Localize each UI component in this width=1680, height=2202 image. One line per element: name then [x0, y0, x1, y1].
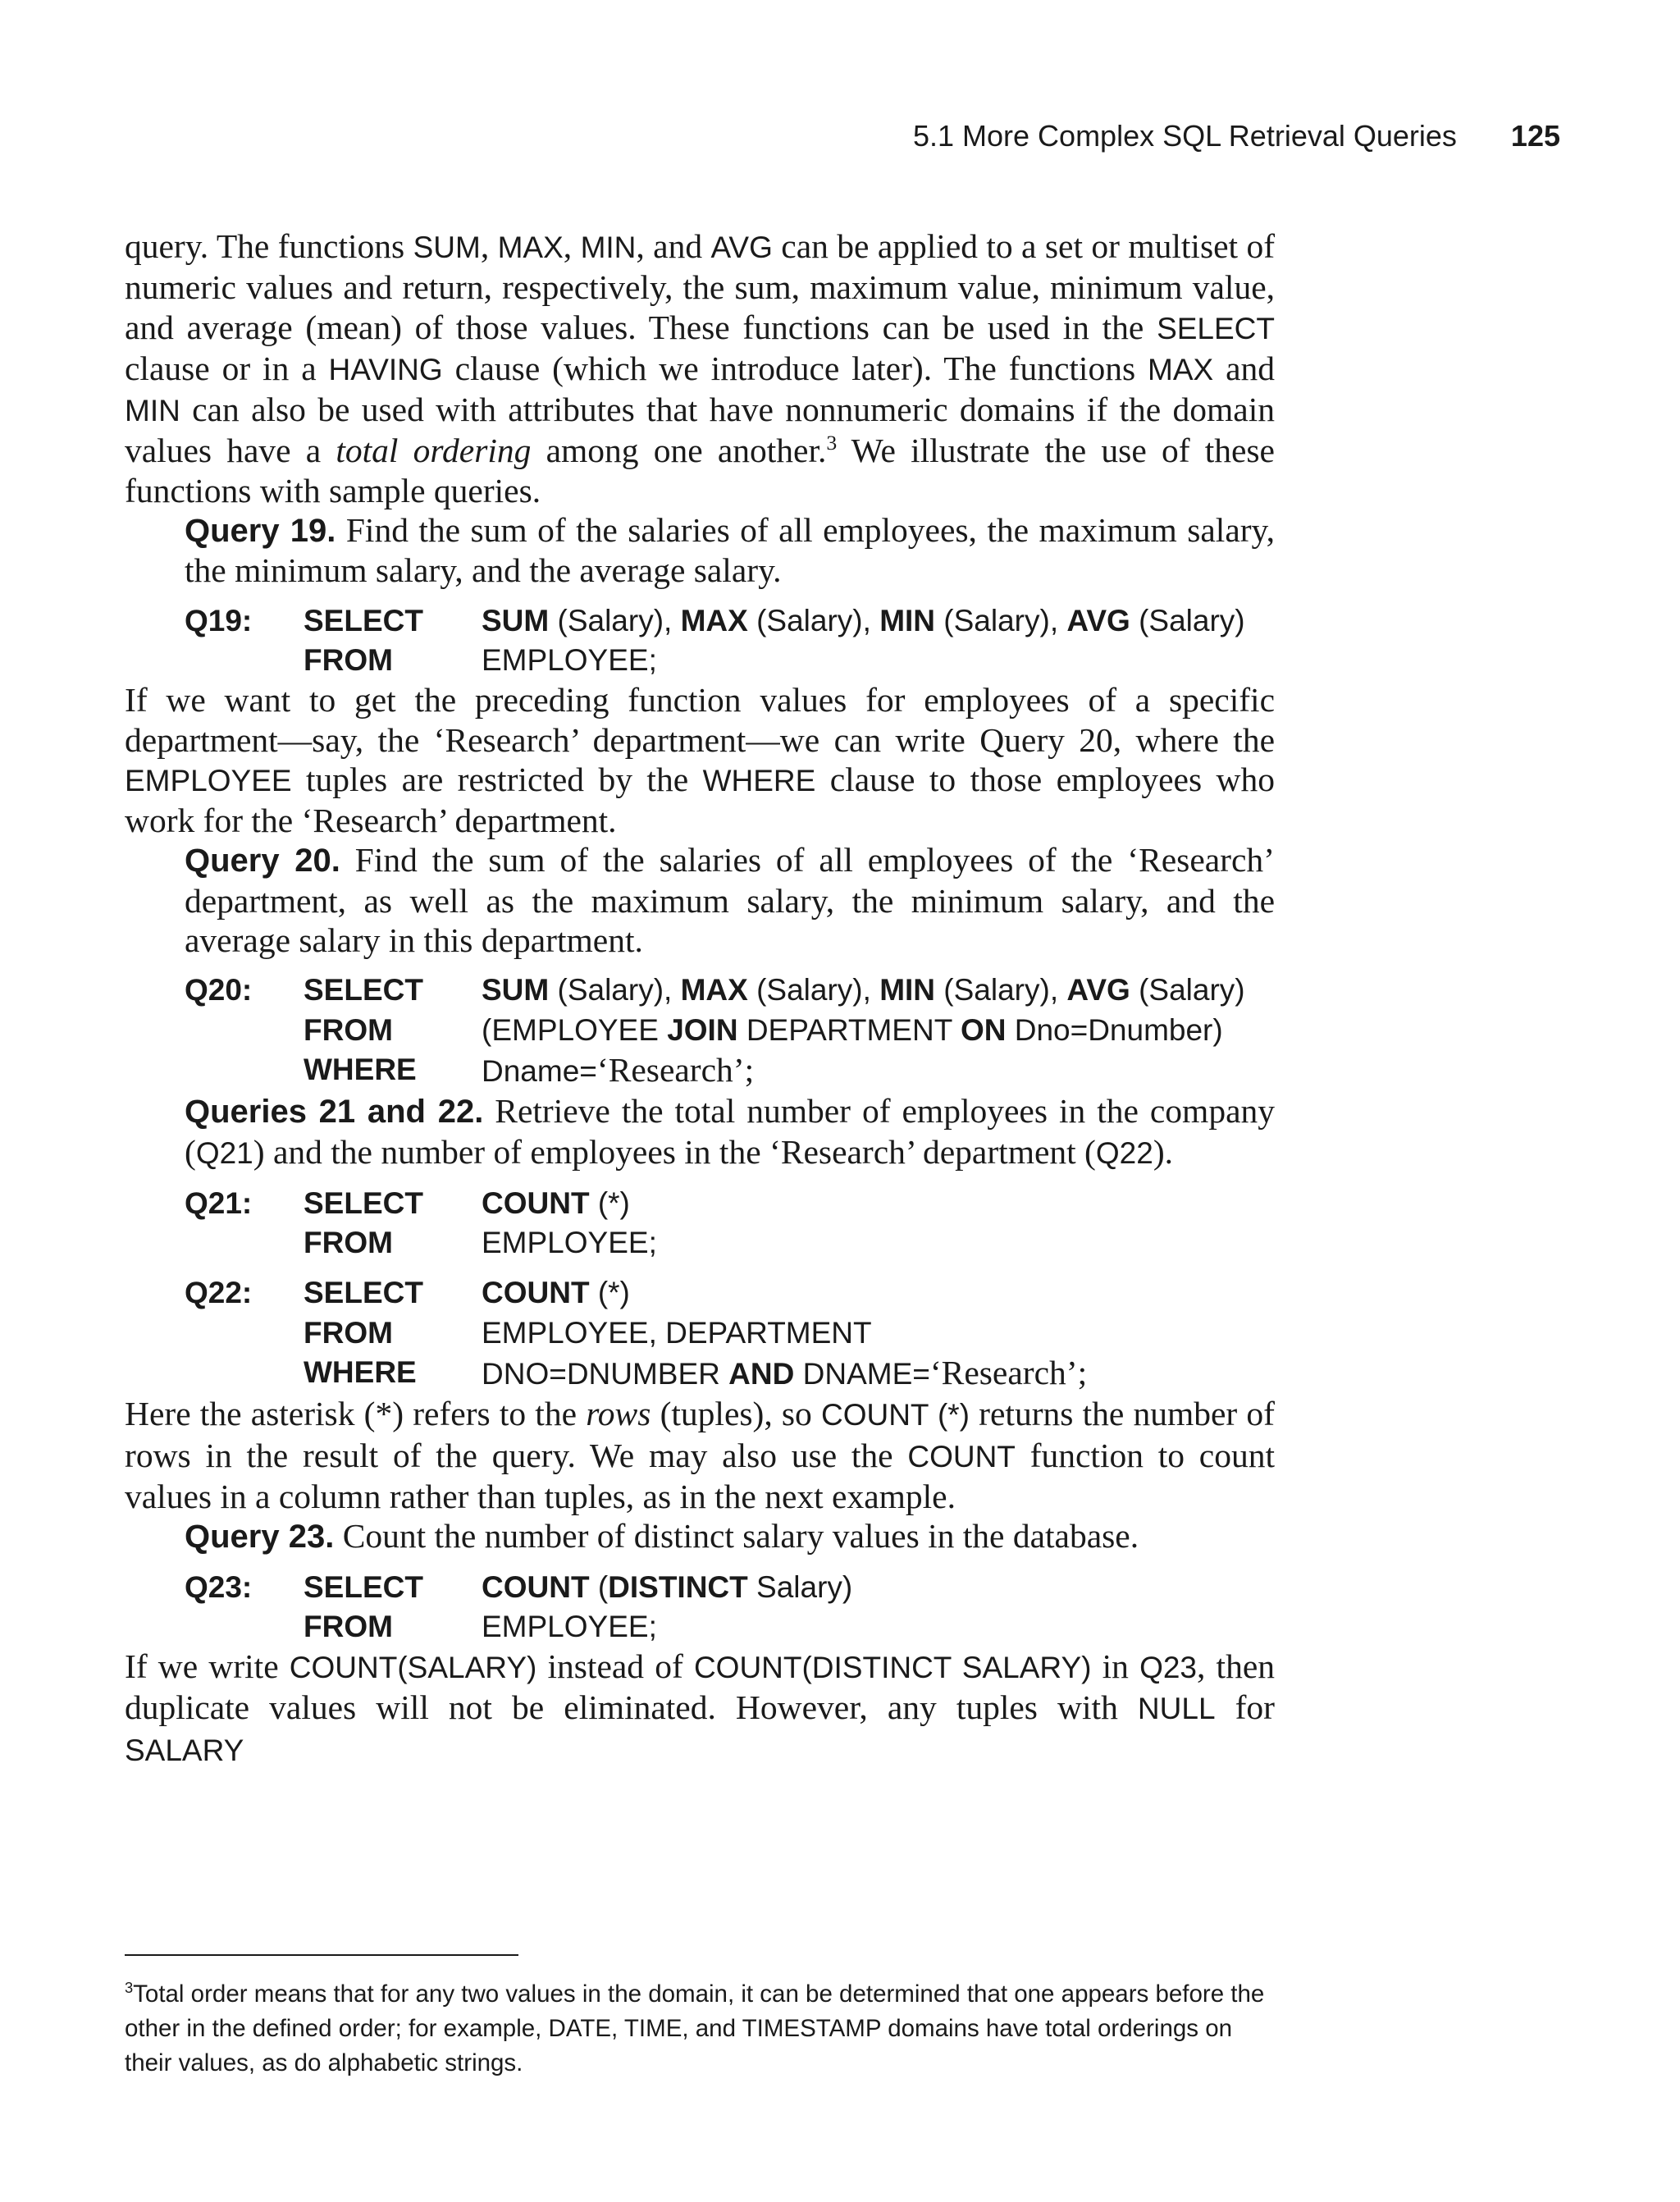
sql-clause — [482, 1184, 1275, 1223]
text: clause (which we introduce later). The functions — [442, 349, 1148, 387]
page-body — [125, 226, 1275, 1770]
text: function to count values in a column rather than tuples, as in the next example. — [125, 1436, 1275, 1515]
keyword: NULL — [1137, 1692, 1216, 1726]
query-id: Q19: — [185, 603, 253, 637]
sql-arg: (*) — [589, 1276, 630, 1310]
text: , — [563, 227, 581, 265]
sql-function: COUNT — [482, 1569, 590, 1604]
sql-arg: ( — [589, 1569, 609, 1604]
sql-keyword: FROM — [304, 642, 393, 677]
sql-clause — [482, 1011, 1275, 1050]
sql-function: SUM — [482, 973, 550, 1007]
query-id-spacer — [185, 1223, 304, 1263]
sql-keyword: SELECT — [304, 1569, 423, 1604]
sql-line — [185, 1184, 1275, 1223]
sql-arg: (Salary), — [747, 603, 880, 637]
sql-keyword: SELECT — [304, 1276, 423, 1310]
query-text: ) and the number of employees in the ‘Research’ department ( — [253, 1132, 1096, 1171]
sql-function: COUNT — [482, 1186, 590, 1220]
keyword: SUM — [413, 231, 481, 264]
keyword: COUNT(DISTINCT SALARY) — [693, 1651, 1092, 1685]
sql-block-q20 — [185, 971, 1275, 1091]
sql-arg: Salary) — [747, 1569, 853, 1604]
text: , and — [636, 227, 711, 265]
query-20-description — [185, 840, 1275, 960]
sql-keyword: WHERE — [304, 1355, 417, 1390]
sql-arg: (*) — [589, 1186, 630, 1220]
sql-function: SUM — [482, 603, 550, 637]
sql-clause — [482, 1273, 1275, 1313]
paragraph-aggregate-functions — [125, 226, 1275, 510]
sql-text: DEPARTMENT — [737, 1012, 961, 1047]
sql-text: DNAME= — [794, 1357, 930, 1391]
sql-keyword: FROM — [304, 1012, 393, 1047]
text: for — [1215, 1688, 1276, 1727]
sql-arg: (Salary), — [549, 973, 681, 1007]
query-text: Find the sum of the salaries of all employees, the maximum salary, the minimum salary, and the average salary. — [185, 511, 1275, 590]
keyword: MAX — [497, 231, 564, 264]
sql-function: MAX — [680, 973, 748, 1007]
query-id-spacer — [185, 641, 304, 680]
text: returns the number of rows in the result of the query. We may also use the — [125, 1395, 1276, 1474]
sql-arg: (Salary), — [549, 603, 681, 637]
sql-keyword: FROM — [304, 1226, 393, 1260]
query-id-spacer — [185, 1050, 304, 1091]
sql-arg: (Salary) — [1130, 973, 1245, 1007]
footnote-marker: 3 — [125, 1979, 134, 1997]
paragraph-count-distinct — [125, 1647, 1275, 1770]
query-label: Queries 21 and 22. — [185, 1094, 484, 1131]
sql-line — [185, 1313, 1275, 1353]
sql-clause — [482, 1568, 1275, 1607]
emphasis: total ordering — [336, 432, 532, 470]
sql-block-q19 — [185, 601, 1275, 681]
text: clause or in a — [125, 349, 329, 387]
sql-keyword-inline: AND — [728, 1357, 795, 1391]
sql-line — [185, 1568, 1275, 1607]
keyword: MAX — [1148, 352, 1214, 386]
sql-keyword-inline: JOIN — [667, 1012, 738, 1047]
keyword: COUNT(SALARY) — [289, 1651, 537, 1685]
paragraph-asterisk — [125, 1394, 1275, 1516]
sql-clause — [482, 971, 1275, 1010]
text: query. The functions — [125, 227, 413, 265]
text: tuples are restricted by the — [291, 760, 703, 798]
keyword: SELECT — [1157, 311, 1275, 345]
section-title: 5.1 More Complex SQL Retrieval Queries — [912, 119, 1457, 153]
sql-keyword: FROM — [304, 1315, 393, 1350]
text: and — [1213, 349, 1276, 387]
sql-line — [185, 1223, 1275, 1263]
query-id-spacer — [185, 1607, 304, 1647]
query-text: Retrieve the total number of employees in the company ( — [185, 1092, 1276, 1171]
keyword: MIN — [125, 394, 180, 428]
query-id: Q22: — [185, 1276, 253, 1310]
sql-line — [185, 1607, 1275, 1647]
sql-arg: (Salary), — [935, 973, 1067, 1007]
sql-clause: EMPLOYEE, DEPARTMENT — [482, 1315, 872, 1350]
sql-function: MIN — [879, 973, 936, 1007]
keyword: COUNT — [907, 1439, 1016, 1473]
text: , — [480, 227, 498, 265]
footnote-text: Total order means that for any two values in the domain, it can be determined that one appears before the other in the defined order; for example, DATE, TIME, and TIMESTAMP domains have total orderings on their values, as do alphabetic strings. — [125, 1980, 1265, 2076]
sql-function: MIN — [879, 603, 936, 637]
sql-line — [185, 641, 1275, 680]
sql-arg: (Salary), — [747, 973, 880, 1007]
text: Here the asterisk (*) refers to the — [125, 1395, 587, 1433]
sql-line — [185, 601, 1275, 641]
keyword: AVG — [710, 231, 773, 264]
sql-literal: ‘Research’; — [596, 1050, 755, 1089]
sql-keyword: SELECT — [304, 973, 423, 1007]
text: We illustrate the use of these functions with sample queries. — [125, 432, 1275, 509]
text: can be applied to a set or multiset of numeric values and return, respectively, the sum, maximum value, minimum value, and average (mean) of those values. These functions can be used in the — [125, 227, 1276, 346]
sql-line — [185, 1273, 1275, 1313]
footnote — [125, 1977, 1275, 2081]
footnote-reference: 3 — [826, 431, 838, 455]
keyword: SALARY — [125, 1733, 244, 1767]
query-id: Q21: — [185, 1186, 253, 1220]
query-id-spacer — [185, 1011, 304, 1050]
query-label: Query 23. — [185, 1519, 335, 1556]
sql-function: AVG — [1066, 973, 1130, 1007]
sql-function: COUNT — [482, 1276, 590, 1310]
text: instead of — [536, 1647, 694, 1686]
text: can also be used with attributes that have nonnumeric domains if the domain values have a — [125, 391, 1275, 470]
keyword: WHERE — [702, 763, 816, 797]
query-23-description — [185, 1516, 1275, 1556]
sql-keyword: WHERE — [304, 1052, 417, 1086]
query-label: Query 19. — [185, 513, 336, 550]
keyword: Q22 — [1095, 1135, 1153, 1170]
sql-clause: EMPLOYEE; — [482, 1609, 657, 1643]
query-id: Q23: — [185, 1569, 253, 1604]
sql-clause — [482, 1353, 1275, 1394]
sql-line — [185, 971, 1275, 1010]
sql-literal: ‘Research’; — [929, 1354, 1088, 1392]
query-text: Count the number of distinct salary values in the database. — [334, 1517, 1139, 1556]
keyword: Q21 — [195, 1135, 253, 1170]
keyword: EMPLOYEE — [125, 763, 292, 797]
sql-clause: EMPLOYEE; — [482, 1226, 657, 1260]
query-21-22-description — [185, 1091, 1275, 1173]
sql-arg: (Salary) — [1130, 603, 1245, 637]
keyword: COUNT (*) — [820, 1398, 970, 1432]
sql-keyword-inline: ON — [960, 1012, 1007, 1047]
sql-clause: EMPLOYEE; — [482, 642, 657, 677]
paragraph-research-department — [125, 680, 1275, 840]
query-id-spacer — [185, 1353, 304, 1394]
text: , then duplicate values will not be eliminated. However, any tuples with — [125, 1647, 1276, 1727]
sql-function: MAX — [680, 603, 748, 637]
keyword: MIN — [580, 231, 637, 264]
sql-keyword: SELECT — [304, 1186, 423, 1220]
sql-text: Dno=Dnumber) — [1006, 1012, 1223, 1047]
text: If we want to get the preceding function values for employees of a specific department—say, the ‘Research’ department—we can write Query 20, where the — [125, 681, 1275, 759]
keyword: Q23 — [1139, 1651, 1198, 1685]
sql-text: Dname= — [482, 1053, 597, 1088]
sql-block-q21 — [185, 1184, 1275, 1263]
query-id: Q20: — [185, 973, 253, 1007]
emphasis: rows — [586, 1395, 651, 1433]
page-number: 125 — [1510, 119, 1560, 153]
text: (tuples), so — [651, 1395, 821, 1433]
text: in — [1091, 1647, 1140, 1686]
sql-block-q22 — [185, 1273, 1275, 1394]
sql-text: (EMPLOYEE — [482, 1012, 668, 1047]
query-text: Find the sum of the salaries of all employees of the ‘Research’ department, as well as the maximum salary, the minimum salary, and the average salary in this department. — [185, 841, 1275, 960]
text: among one another. — [531, 432, 827, 470]
query-label: Query 20. — [185, 843, 340, 879]
query-text: ). — [1153, 1132, 1174, 1171]
sql-line — [185, 1353, 1275, 1394]
sql-clause — [482, 601, 1275, 641]
sql-arg: (Salary), — [935, 603, 1067, 637]
query-id-spacer — [185, 1313, 304, 1353]
sql-line — [185, 1050, 1275, 1091]
sql-line — [185, 1011, 1275, 1050]
sql-keyword-inline: DISTINCT — [608, 1569, 748, 1604]
sql-block-q23 — [185, 1568, 1275, 1647]
keyword: HAVING — [328, 352, 443, 386]
sql-text: DNO=DNUMBER — [482, 1357, 729, 1391]
running-header — [0, 116, 1560, 156]
text: clause to those employees who work for the ‘Research’ department. — [125, 760, 1275, 840]
footnote-divider — [125, 1954, 518, 1956]
sql-clause — [482, 1050, 1275, 1091]
sql-keyword: FROM — [304, 1609, 393, 1643]
sql-function: AVG — [1066, 603, 1130, 637]
query-19-description — [185, 510, 1275, 591]
text: If we write — [125, 1647, 290, 1686]
sql-keyword: SELECT — [304, 603, 423, 637]
